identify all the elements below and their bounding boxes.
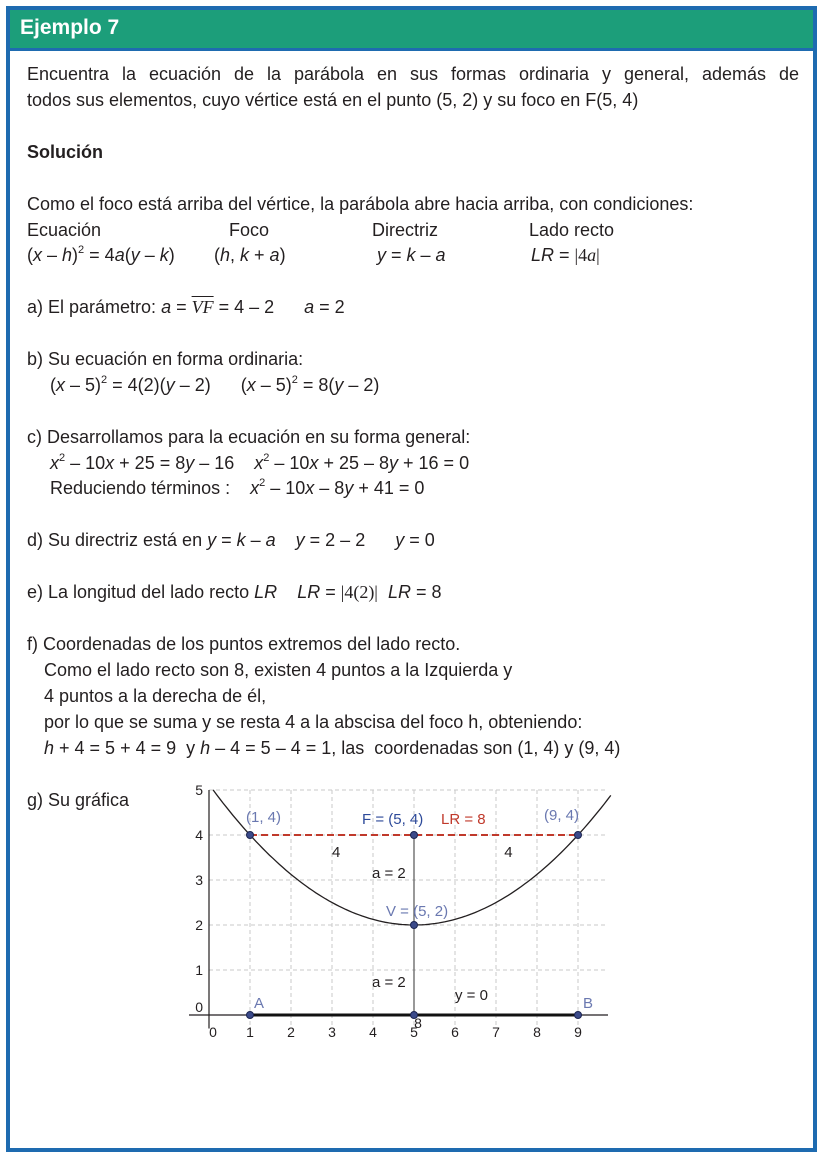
right-half-label: 4 bbox=[504, 844, 513, 861]
parameter-label-upper: a = 2 bbox=[372, 865, 406, 882]
step-b-label: b) Su ecuación en forma ordinaria: bbox=[27, 349, 304, 369]
point-label-a: A bbox=[254, 995, 265, 1012]
condition-header-directrix: Directriz bbox=[372, 220, 438, 240]
x-tick-label: 8 bbox=[533, 1024, 541, 1040]
step-b-equations: (x – 5)$^2$ = 4(2)(y – 2) (x – 5)$^2$ = 8(y – 2) bbox=[50, 374, 380, 395]
x-tick-label: 5 bbox=[410, 1024, 418, 1040]
point-marker bbox=[575, 832, 582, 839]
y-tick-label: 2 bbox=[195, 917, 203, 933]
x-tick-label: 9 bbox=[574, 1024, 582, 1040]
condition-header-focus: Foco bbox=[229, 220, 270, 240]
parabola-graph bbox=[10, 10, 813, 1148]
step-f-line-2: Como el lado recto son 8, existen 4 puntos a la Izquierda y bbox=[44, 660, 513, 680]
example-frame bbox=[6, 6, 817, 1152]
point-marker bbox=[247, 1012, 254, 1019]
x-tick-label: 1 bbox=[246, 1024, 254, 1040]
step-c-label: c) Desarrollamos para la ecuación en su forma general: bbox=[27, 427, 471, 447]
foot-label: 8 bbox=[414, 1015, 422, 1031]
y-tick-label: 3 bbox=[195, 872, 203, 888]
left-half-label: 4 bbox=[332, 844, 341, 861]
step-a-label: a) El parámetro: bbox=[27, 297, 162, 317]
step-c-reduce-label: Reduciendo términos : bbox=[50, 478, 231, 498]
point-marker bbox=[411, 922, 418, 929]
x-tick-label: 4 bbox=[369, 1024, 377, 1040]
x-tick-label: 3 bbox=[328, 1024, 336, 1040]
step-g-label: g) Su gráfica bbox=[27, 790, 130, 810]
solution-title: Solución bbox=[27, 142, 103, 162]
condition-directrix: y = k – a bbox=[377, 245, 446, 265]
step-d-label: d) Su directriz está en bbox=[27, 530, 208, 550]
step-f-line-3: 4 puntos a la derecha de él, bbox=[44, 686, 267, 706]
latus-rectum-label: LR = 8 bbox=[441, 811, 486, 828]
point-marker bbox=[247, 832, 254, 839]
y-tick-label: 1 bbox=[195, 962, 203, 978]
condition-header-equation: Ecuación bbox=[27, 220, 102, 240]
step-c-reduced: Reduciendo términos : $x^2 - 10x - 8y + 41 = 0$ bbox=[50, 477, 425, 498]
step-e: e) La longitud del lado recto LR LR = |4(2)| LR = 8 bbox=[27, 582, 442, 602]
x-tick-label: 7 bbox=[492, 1024, 500, 1040]
y-tick-label: 5 bbox=[195, 782, 203, 798]
step-a: a) El parámetro: $a = \overline{VF} = 4 - 2$ a = 2 bbox=[27, 297, 345, 317]
condition-latus: LR = |4a| bbox=[531, 245, 600, 265]
x-tick-label: 6 bbox=[451, 1024, 459, 1040]
point-label-focus: F = (5, 4) bbox=[362, 811, 424, 828]
condition-equation: (x – h)$^2$ = 4a(y – k) bbox=[27, 244, 175, 265]
step-f-label: f) Coordenadas de los puntos extremos del lado recto. bbox=[27, 634, 461, 654]
y-tick-label: 0 bbox=[195, 999, 203, 1015]
point-label-vertex: V = (5, 2) bbox=[386, 903, 449, 920]
x-tick-label: 2 bbox=[287, 1024, 295, 1040]
point-label-b: B bbox=[583, 995, 594, 1012]
point-label-left-end: (1, 4) bbox=[246, 809, 282, 826]
step-e-label: e) La longitud del lado recto bbox=[27, 582, 255, 602]
point-marker bbox=[575, 1012, 582, 1019]
problem-line-2: todos sus elementos, cuyo vértice está en el punto (5, 2) y su foco en F(5, 4) bbox=[27, 90, 639, 110]
point-label-right-end: (9, 4) bbox=[544, 807, 580, 824]
problem-line-1: Encuentra la ecuación de la parábola en sus formas ordinaria y general, además de bbox=[27, 64, 799, 84]
parameter-label-lower: a = 2 bbox=[372, 974, 406, 991]
step-f-line-4: por lo que se suma y se resta 4 a la abscisa del foco h, obteniendo: bbox=[44, 712, 583, 732]
point-marker bbox=[411, 832, 418, 839]
condition-focus: (h, k + a) bbox=[214, 245, 286, 265]
step-f-line-5: h + 4 = 5 + 4 = 9 y h – 4 = 5 – 4 = 1, las coordenadas son (1, 4) y (9, 4) bbox=[44, 738, 621, 758]
condition-header-latus: Lado recto bbox=[529, 220, 615, 240]
y-tick-label: 4 bbox=[195, 827, 203, 843]
intro-text: Como el foco está arriba del vértice, la parábola abre hacia arriba, con condiciones: bbox=[27, 194, 694, 214]
directrix-label: y = 0 bbox=[455, 987, 488, 1004]
x-tick-label: 0 bbox=[209, 1024, 217, 1040]
step-c-expansion: $x^2 - 10x + 25 = 8y - 16$ $x^2 - 10x + 25 - 8y + 16 = 0$ bbox=[50, 452, 470, 473]
example-title: Ejemplo 7 bbox=[20, 16, 120, 39]
step-d: d) Su directriz está en y = k – a y = 2 – 2 y = 0 bbox=[27, 530, 435, 550]
